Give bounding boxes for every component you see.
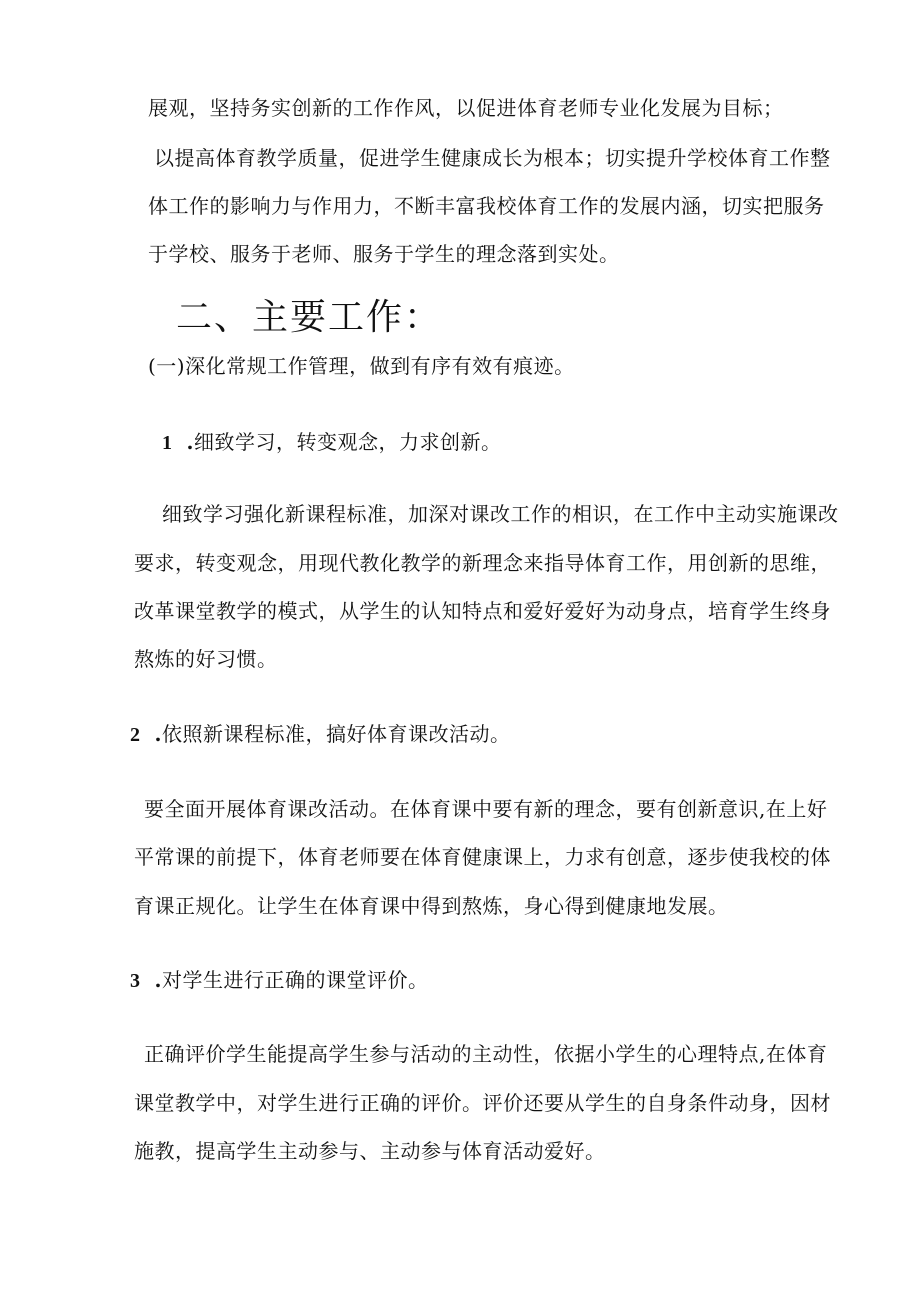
item-2-title: 依照新课程标准，搞好体育课改活动。 — [161, 722, 511, 746]
section-subheading: (一)深化常规工作管理，做到有序有效有痕迹。 — [148, 354, 575, 378]
item-3-line-2: 课堂教学中，对学生进行正确的评价。评价还要从学生的自身条件动身，因材 — [134, 1091, 831, 1115]
intro-line-2: 以提高体育教学质量，促进学生健康成长为根本；切实提升学校体育工作整 — [154, 146, 831, 170]
item-2-line-3: 育课正规化。让学生在体育课中得到熬炼，身心得到健康地发展。 — [134, 894, 729, 918]
item-1-title: 细致学习，转变观念，力求创新。 — [193, 430, 502, 454]
item-3-dot: . — [154, 968, 162, 992]
item-1-title-row — [162, 428, 501, 457]
item-3-number: 3 — [130, 970, 141, 992]
item-3-title: 对学生进行正确的课堂评价。 — [161, 968, 429, 992]
intro-line-4: 于学校、服务于老师、服务于学生的理念落到实处。 — [148, 242, 620, 266]
item-1-line-4: 熬炼的好习惯。 — [134, 647, 278, 671]
item-2-line-1: 要全面开展体育课改活动。在体育课中要有新的理念，要有创新意识,在上好 — [144, 797, 828, 821]
item-2-dot: . — [154, 722, 162, 746]
item-2-title-row — [130, 720, 510, 749]
intro-line-3: 体工作的影响力与作用力，不断丰富我校体育工作的发展内涵，切实把服务 — [148, 194, 825, 218]
item-2-number: 2 — [130, 724, 141, 746]
item-2-line-2: 平常课的前提下，体育老师要在体育健康课上，力求有创意，逐步使我校的体 — [134, 845, 831, 869]
item-1-line-3: 改革课堂教学的模式，从学生的认知特点和爱好爱好为动身点，培育学生终身 — [134, 599, 831, 623]
section-heading: 二、主要工作： — [176, 297, 443, 338]
item-1-line-1: 细致学习强化新课程标准，加深对课改工作的相识，在工作中主动实施课改 — [162, 502, 839, 526]
item-1-line-2: 要求，转变观念，用现代教化教学的新理念来指导体育工作，用创新的思维， — [134, 551, 831, 575]
item-1-dot: . — [186, 430, 194, 454]
item-1-number: 1 — [162, 432, 173, 454]
item-3-title-row — [130, 966, 428, 995]
item-3-line-3: 施教，提高学生主动参与、主动参与体育活动爱好。 — [134, 1139, 606, 1163]
item-3-line-1: 正确评价学生能提高学生参与活动的主动性，依据小学生的心理特点,在体育 — [144, 1042, 828, 1066]
intro-line-1: 展观，坚持务实创新的工作作风，以促进体育老师专业化发展为目标； — [148, 96, 784, 120]
